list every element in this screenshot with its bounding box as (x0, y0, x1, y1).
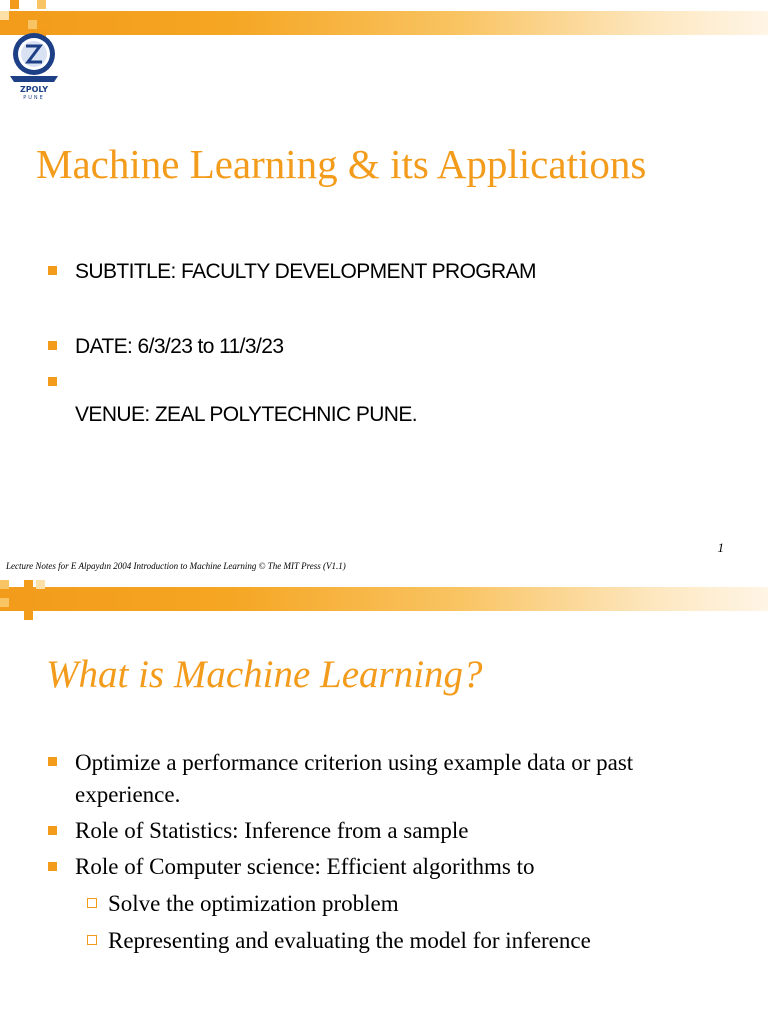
bullet-text: Role of Computer science: Efficient algorithms to (75, 854, 535, 879)
bullet-text: Role of Statistics: Inference from a sample (75, 818, 469, 843)
bullet-icon (48, 266, 57, 275)
decor-square (36, 580, 45, 589)
sub-bullet-icon (87, 898, 97, 908)
bullet-icon (48, 862, 57, 871)
bullet-icon (48, 341, 57, 350)
footer-text: Lecture Notes for E Alpaydın 2004 Introduction to Machine Learning © The MIT Press (V1.1) (6, 561, 346, 571)
bullet-icon (48, 826, 57, 835)
sub-bullet-text: Representing and evaluating the model for inference (108, 928, 591, 953)
decor-square (0, 11, 9, 20)
subtitle-text: SUBTITLE: FACULTY DEVELOPMENT PROGRAM (75, 260, 536, 283)
logo-subtext: PUNE (23, 95, 45, 100)
slide-title: Machine Learning & its Applications (36, 141, 647, 187)
sub-bullet-icon (87, 935, 97, 945)
decor-square (0, 580, 9, 589)
zpoly-logo (6, 30, 62, 100)
logo-text: ZPOLY (19, 85, 49, 94)
decor-square (0, 598, 9, 607)
header-band (0, 11, 768, 35)
decor-square (10, 0, 19, 9)
decor-square (24, 611, 33, 620)
venue-text: VENUE: ZEAL POLYTECHNIC PUNE. (75, 403, 418, 426)
page-number: 1 (717, 540, 724, 555)
sub-bullet-text: Solve the optimization problem (108, 891, 399, 916)
slide-title: What is Machine Learning? (46, 653, 483, 696)
date-text: DATE: 6/3/23 to 11/3/23 (75, 335, 284, 358)
decor-square (12, 589, 21, 598)
bullet-text: Optimize a performance criterion using example data or past experience. (75, 750, 634, 807)
decor-square (24, 580, 33, 589)
decor-square (37, 0, 46, 9)
bullet-icon (48, 377, 57, 386)
decor-square (19, 11, 28, 20)
decor-square (28, 20, 37, 29)
header-band (0, 587, 768, 611)
slide-2 (0, 580, 768, 1024)
bullet-icon (48, 757, 57, 766)
